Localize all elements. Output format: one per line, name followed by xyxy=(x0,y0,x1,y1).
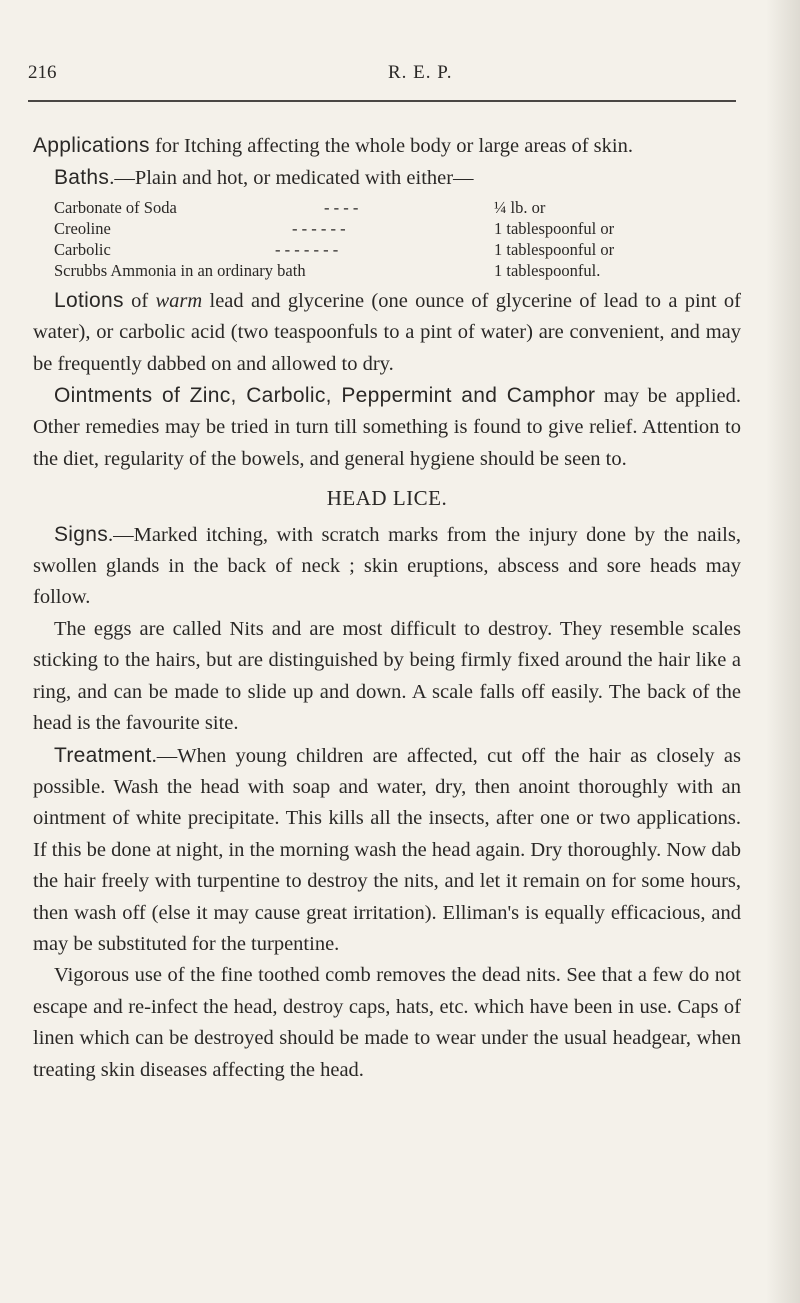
ointments-heading: Ointments of Zinc, Carbolic, Peppermint and Camphor xyxy=(54,384,596,408)
header-rule xyxy=(28,100,736,102)
ointments-text: may be applied. Other remedies may be tried in turn till something is found to give relief. Attention to the diet, regularity of the bowels, and general hygiene should be seen to. xyxy=(33,385,742,470)
applications-heading: Applications xyxy=(33,134,150,157)
baths-row xyxy=(54,260,694,281)
comb-paragraph: Vigorous use of the fine toothed comb removes the dead nits. See that a few do not escape and re-infect the head, destroy caps, hats, etc. which have been in use. Caps of linen which can be destroyed should be made to wear under the usual headgear, when treating skin diseases affecting the head. xyxy=(33,964,741,1081)
baths-row-amount: 1 tablespoonful. xyxy=(494,260,601,280)
baths-row-item: Carbonate of Soda - - - - xyxy=(54,197,359,217)
treatment-text: .—When young children are affected, cut off the hair as closely as possible. Wash the head with soap and water, dry, then anoint thoroughly with an ointment of white precipitate. This kills all the insects, after one or two applications. If this be done at night, in the morning wash the head again. Dry thoroughly. Now dab the hair freely with turpentine to destroy the nits, and let it remain on for some hours, then wash off (else it may cause great irritation). Elliman's is equally efficacious, and may be substituted for the turpentine. xyxy=(33,744,741,955)
running-head: R. E. P. xyxy=(388,62,453,83)
ointments-paragraph xyxy=(33,380,741,475)
baths-table xyxy=(54,197,694,281)
signs-paragraph xyxy=(33,519,741,614)
page-edge-shadow xyxy=(766,0,800,1303)
baths-row xyxy=(54,239,694,260)
baths-row xyxy=(54,218,694,239)
signs-text: .—Marked itching, with scratch marks from the injury done by the nails, swollen glands in the back of neck ; skin eruptions, abscess and sore heads may follow. xyxy=(33,523,741,609)
baths-row-amount: 1 tablespoonful or xyxy=(494,218,615,238)
treatment-paragraph xyxy=(33,740,741,961)
signs-heading: Signs xyxy=(54,522,109,546)
lotions-paragraph: Lotions of warm lead and glycerine (one ounce of glycerine of lead to a pint of water), or carbolic acid (two teaspoonfuls to a pint of water) are convenient, and may be frequently dabbed on and allowed to dry. xyxy=(33,288,742,375)
baths-text: .—Plain and hot, or medicated with either— xyxy=(109,167,474,190)
page-header xyxy=(28,62,728,92)
baths-row-item: Scrubbs Ammonia in an ordinary bath xyxy=(54,260,306,280)
page-number: 216 xyxy=(28,62,57,83)
baths-heading: Baths xyxy=(54,166,110,190)
baths-row-item: Creoline - - - - - - xyxy=(54,218,346,238)
treatment-heading: Treatment xyxy=(54,743,152,767)
lotions-italic-word: warm xyxy=(155,289,203,312)
applications-text: for Itching affecting the whole body or large areas of skin. xyxy=(149,135,633,157)
baths-row-item: Carbolic - - - - - - - xyxy=(54,239,339,259)
baths-paragraph xyxy=(33,162,741,194)
section-title: HEAD LICE. xyxy=(326,486,448,511)
eggs-paragraph: The eggs are called Nits and are most difficult to destroy. They resemble scales sticking to the hairs, but are distinguished by being firmly fixed around the hair like a ring, and can be made to slide up and down. A scale falls off easily. The back of the head is the favourite site. xyxy=(33,617,741,735)
lotions-heading: Lotions xyxy=(54,288,124,312)
baths-row xyxy=(54,197,694,218)
baths-row-amount: 1 tablespoonful or xyxy=(494,239,615,259)
baths-row-amount: ¼ lb. or xyxy=(494,197,546,217)
page-body xyxy=(33,130,741,1086)
applications-paragraph xyxy=(33,130,741,162)
